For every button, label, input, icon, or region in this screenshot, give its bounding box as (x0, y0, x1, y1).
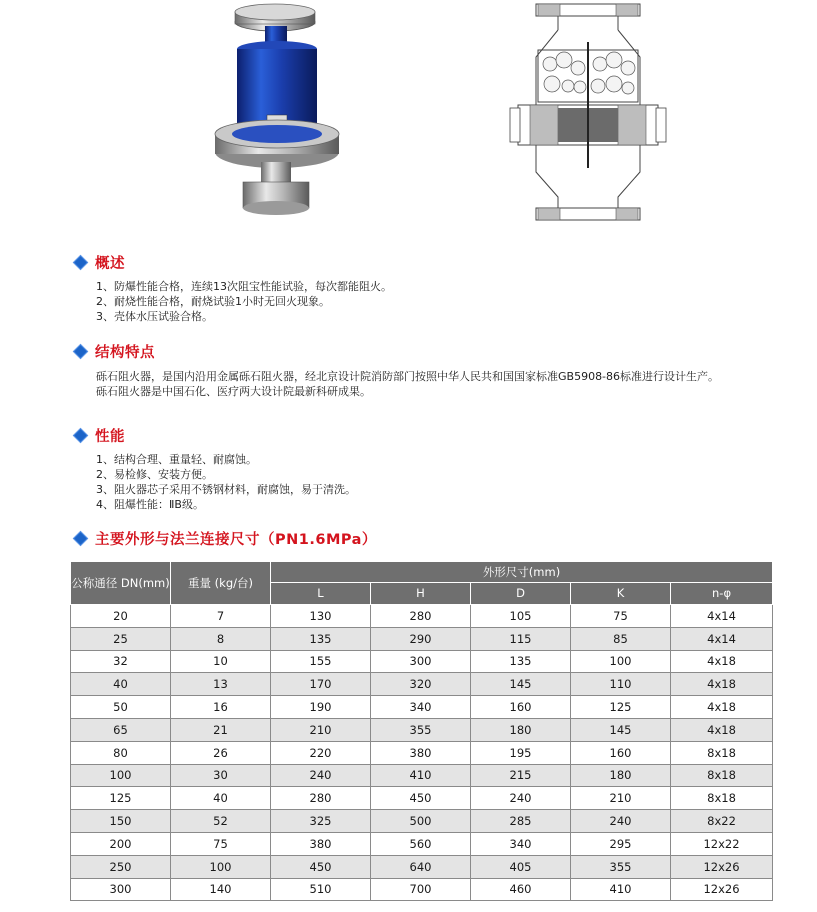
table-cell: 8 (171, 627, 271, 650)
table-row (71, 764, 773, 787)
table-cell: 280 (271, 787, 371, 810)
table-cell: 190 (271, 696, 371, 719)
table-row (71, 741, 773, 764)
table-row (71, 718, 773, 741)
list-item: 1、结构合理、重量轻、耐腐蚀。 (96, 453, 257, 466)
table-cell: 405 (471, 855, 571, 878)
table-cell: 285 (471, 810, 571, 833)
table-cell: 40 (171, 787, 271, 810)
table-cell: 290 (371, 627, 471, 650)
cross-section-drawing (508, 2, 668, 222)
paragraph: 砾石阻火器，是国内沿用金属砾石阻火器，经北京设计院消防部门按照中华人民共和国国家标准GB5908-86标准进行设计生产。 (96, 370, 720, 383)
table-cell: 105 (471, 605, 571, 628)
table-cell: 65 (71, 718, 171, 741)
table-cell: 300 (371, 650, 471, 673)
table-cell: 4x14 (671, 605, 773, 628)
table-cell: 210 (571, 787, 671, 810)
table-cell: 140 (171, 878, 271, 901)
table-cell: 340 (371, 696, 471, 719)
table-cell: 7 (171, 605, 271, 628)
table-cell: 145 (571, 718, 671, 741)
overview-title: 概述 (95, 255, 125, 272)
table-cell: 380 (271, 832, 371, 855)
list-item: 3、壳体水压试验合格。 (96, 310, 213, 323)
table-cell: 195 (471, 741, 571, 764)
table-cell: 12x26 (671, 855, 773, 878)
diamond-bullet-icon (73, 343, 89, 359)
table-cell: 210 (271, 718, 371, 741)
structure-text (74, 369, 782, 399)
table-row (71, 605, 773, 628)
table-cell: 135 (471, 650, 571, 673)
header-d: D (471, 582, 571, 604)
table-cell: 380 (371, 741, 471, 764)
table-cell: 115 (471, 627, 571, 650)
performance-heading (72, 425, 125, 445)
table-cell: 150 (71, 810, 171, 833)
table-cell: 16 (171, 696, 271, 719)
table-row (71, 787, 773, 810)
table-cell: 50 (71, 696, 171, 719)
header-h: H (371, 582, 471, 604)
table-cell: 100 (171, 855, 271, 878)
table-cell: 85 (571, 627, 671, 650)
list-item: 3、阻火器芯子采用不锈钢材料，耐腐蚀，易于清洗。 (96, 483, 356, 496)
table-cell: 450 (371, 787, 471, 810)
performance-list (96, 452, 356, 512)
table-cell: 26 (171, 741, 271, 764)
table-row (71, 650, 773, 673)
header-n-phi: n-φ (671, 582, 773, 604)
table-cell: 13 (171, 673, 271, 696)
table-cell: 280 (371, 605, 471, 628)
table-cell: 200 (71, 832, 171, 855)
table-cell: 8x18 (671, 787, 773, 810)
table-cell: 75 (171, 832, 271, 855)
table-row (71, 696, 773, 719)
overview-list (96, 279, 392, 324)
table-cell: 125 (71, 787, 171, 810)
table-cell: 215 (471, 764, 571, 787)
header-k: K (571, 582, 671, 604)
table-cell: 8x22 (671, 810, 773, 833)
table-cell: 510 (271, 878, 371, 901)
table-cell: 410 (371, 764, 471, 787)
table-row (71, 855, 773, 878)
table-cell: 355 (371, 718, 471, 741)
header-weight: 重量 (kg/台) (171, 562, 271, 605)
table-cell: 160 (471, 696, 571, 719)
table-cell: 700 (371, 878, 471, 901)
table-cell: 10 (171, 650, 271, 673)
table-cell: 4x18 (671, 718, 773, 741)
diamond-bullet-icon (73, 530, 89, 546)
table-cell: 145 (471, 673, 571, 696)
table-cell: 300 (71, 878, 171, 901)
table-row (71, 832, 773, 855)
table-cell: 21 (171, 718, 271, 741)
dimensions-heading (72, 528, 377, 548)
paragraph: 砾石阻火器是中国石化、医疗两大设计院最新科研成果。 (96, 385, 371, 398)
table-cell: 80 (71, 741, 171, 764)
table-cell: 180 (571, 764, 671, 787)
table-cell: 170 (271, 673, 371, 696)
table-cell: 100 (571, 650, 671, 673)
table-cell: 640 (371, 855, 471, 878)
table-row (71, 810, 773, 833)
header-dn: 公称通径 DN(mm) (71, 562, 171, 605)
table-cell: 125 (571, 696, 671, 719)
diamond-bullet-icon (73, 254, 89, 270)
dimensions-title: 主要外形与法兰连接尺寸（PN1.6MPa） (95, 531, 377, 548)
table-cell: 240 (271, 764, 371, 787)
product-photo (205, 2, 355, 217)
table-cell: 25 (71, 627, 171, 650)
table-cell: 30 (171, 764, 271, 787)
table-row (71, 673, 773, 696)
structure-title: 结构特点 (95, 344, 155, 361)
table-cell: 12x26 (671, 878, 773, 901)
list-item: 1、防爆性能合格，连续13次阻宝性能试验，每次都能阻火。 (96, 280, 392, 293)
header-outer-size: 外形尺寸(mm) (271, 562, 773, 583)
table-cell: 240 (571, 810, 671, 833)
table-cell: 500 (371, 810, 471, 833)
performance-title: 性能 (95, 428, 125, 445)
table-cell: 52 (171, 810, 271, 833)
table-cell: 135 (271, 627, 371, 650)
table-cell: 4x18 (671, 673, 773, 696)
table-cell: 4x14 (671, 627, 773, 650)
list-item: 4、阻爆性能：ⅡB级。 (96, 498, 204, 511)
table-cell: 75 (571, 605, 671, 628)
table-cell: 460 (471, 878, 571, 901)
table-cell: 12x22 (671, 832, 773, 855)
overview-heading (72, 252, 125, 272)
table-cell: 40 (71, 673, 171, 696)
table-cell: 410 (571, 878, 671, 901)
table-cell: 4x18 (671, 696, 773, 719)
list-item: 2、易检修、安装方便。 (96, 468, 213, 481)
structure-heading (72, 341, 155, 361)
table-cell: 20 (71, 605, 171, 628)
table-cell: 340 (471, 832, 571, 855)
table-cell: 110 (571, 673, 671, 696)
table-cell: 355 (571, 855, 671, 878)
table-body (71, 605, 773, 901)
table-cell: 180 (471, 718, 571, 741)
table-cell: 320 (371, 673, 471, 696)
table-cell: 160 (571, 741, 671, 764)
table-cell: 250 (71, 855, 171, 878)
table-cell: 8x18 (671, 764, 773, 787)
table-cell: 155 (271, 650, 371, 673)
table-cell: 240 (471, 787, 571, 810)
table-cell: 220 (271, 741, 371, 764)
dimension-table (70, 561, 773, 901)
table-cell: 325 (271, 810, 371, 833)
table-cell: 295 (571, 832, 671, 855)
table-cell: 130 (271, 605, 371, 628)
header-l: L (271, 582, 371, 604)
table-row (71, 627, 773, 650)
table-cell: 100 (71, 764, 171, 787)
table-cell: 560 (371, 832, 471, 855)
table-cell: 8x18 (671, 741, 773, 764)
table-cell: 450 (271, 855, 371, 878)
table-cell: 32 (71, 650, 171, 673)
list-item: 2、耐烧性能合格，耐烧试验1小时无回火现象。 (96, 295, 330, 308)
diamond-bullet-icon (73, 427, 89, 443)
table-cell: 4x18 (671, 650, 773, 673)
table-row (71, 878, 773, 901)
